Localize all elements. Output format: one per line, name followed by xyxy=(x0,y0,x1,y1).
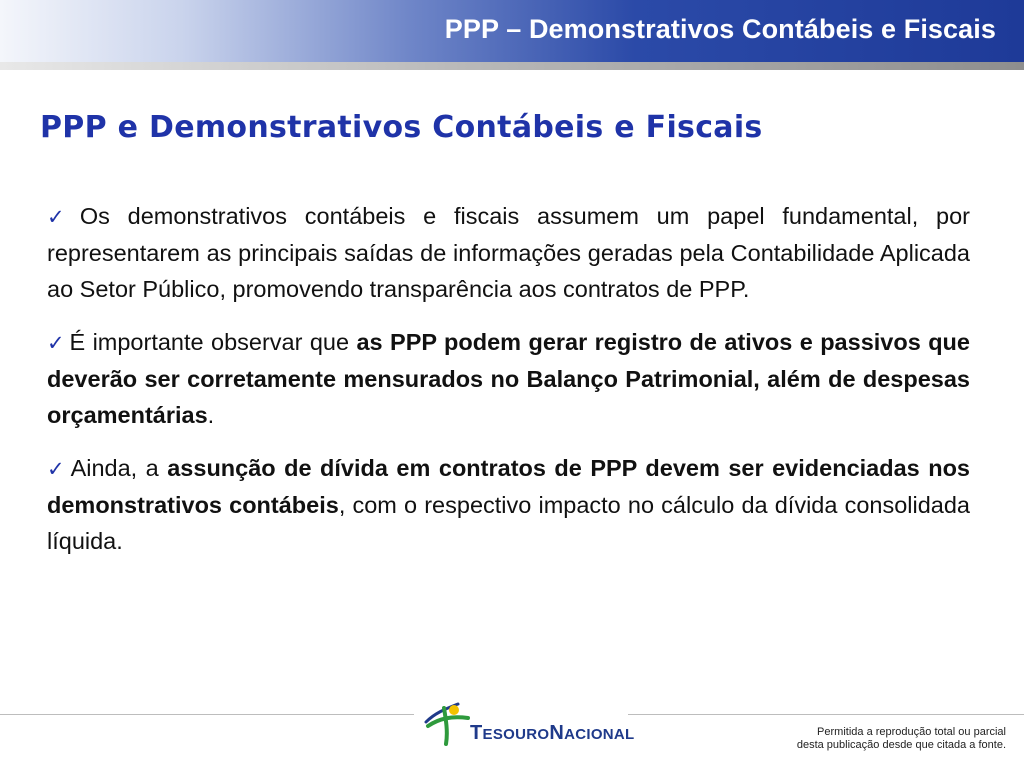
bullet-text: Ainda, a xyxy=(70,455,168,481)
logo-wordmark: TESOURONACIONAL xyxy=(470,722,635,744)
copyright-line: Permitida a reprodução total ou parcial xyxy=(817,726,1006,738)
checkmark-icon: ✓ xyxy=(47,205,76,229)
slide-title: PPP e Demonstrativos Contábeis e Fiscais xyxy=(40,110,763,145)
bullet-text: . xyxy=(207,402,215,428)
copyright-line: desta publicação desde que citada a fonte. xyxy=(796,739,1006,751)
bullet-text-bold: as PPP podem gerar registro de ativos e passivos que deverão ser corretamente mensurados no Balanço Patrimonial, além de despesas orçamentárias xyxy=(47,329,970,428)
bullet-item xyxy=(47,324,970,433)
header-bar xyxy=(0,0,1024,62)
bullet-text-bold: assunção de dívida em contratos de PPP devem ser evidenciadas nos demonstrativos contábeis xyxy=(47,455,970,518)
tesouro-nacional-logo xyxy=(414,700,635,750)
checkmark-icon: ✓ xyxy=(47,331,66,355)
header-title: PPP – Demonstrativos Contábeis e Fiscais xyxy=(444,14,996,44)
bullet-list xyxy=(47,198,970,576)
bullet-text: Os demonstrativos contábeis e fiscais assumem um papel fundamental, por representarem as principais saídas de informações geradas pela Contabilidade Aplicada ao Setor Público, promovendo transparência aos contratos de PPP. xyxy=(47,203,970,302)
bullet-text: , com o respectivo impacto no cálculo da dívida consolidada líquida. xyxy=(47,492,970,554)
header-divider xyxy=(0,62,1024,70)
tesouro-nacional-logo-icon xyxy=(422,700,474,746)
copyright-notice xyxy=(797,726,1006,752)
bullet-item xyxy=(47,450,970,559)
checkmark-icon: ✓ xyxy=(47,457,67,481)
bullet-text: É importante observar que xyxy=(69,329,357,355)
bullet-item xyxy=(47,198,970,307)
